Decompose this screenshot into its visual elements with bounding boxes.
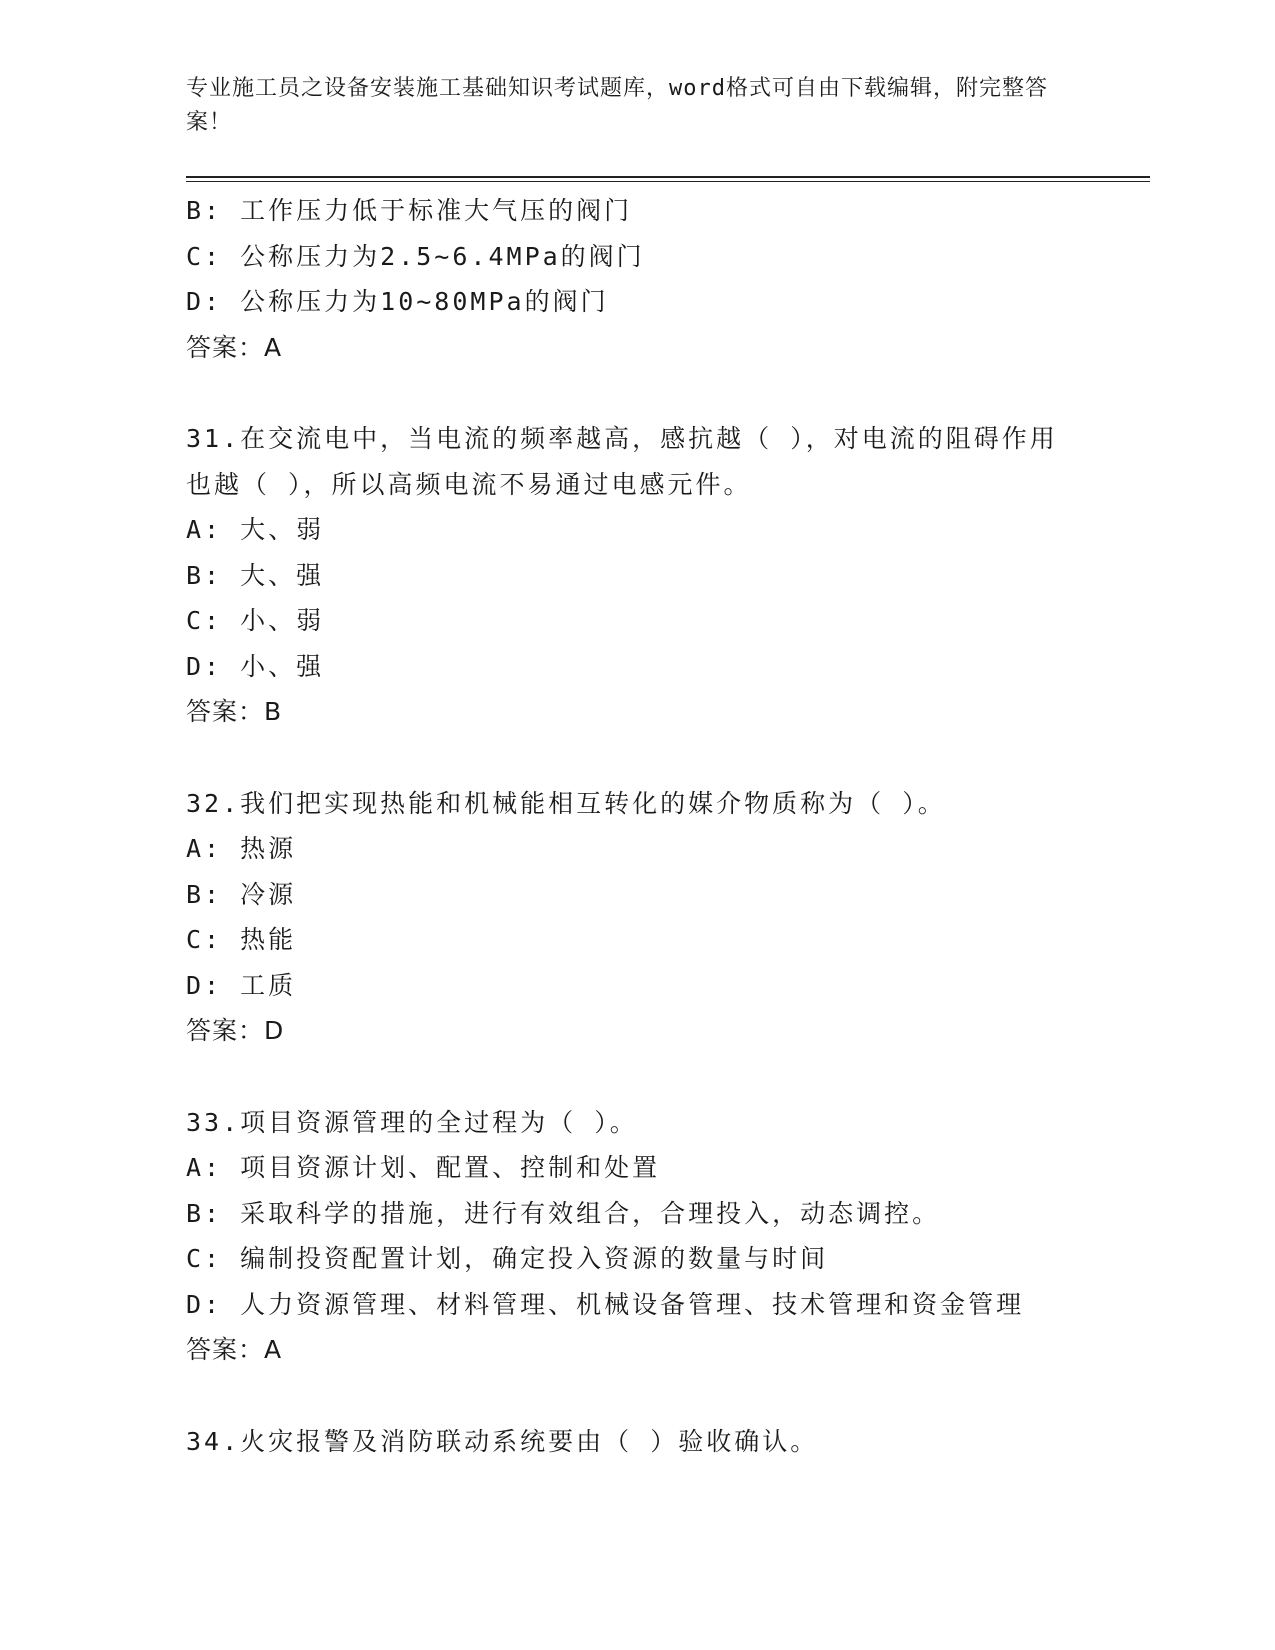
- spacer: [186, 370, 1086, 416]
- question-stem: 34.火灾报警及消防联动系统要由（ ）验收确认。: [186, 1426, 819, 1456]
- header-divider-thick: [186, 176, 1150, 178]
- option-a: A: 热源: [186, 834, 297, 863]
- question-34: [186, 1419, 1086, 1465]
- option-b: B: 采取科学的措施，进行有效组合，合理投入，动态调控。: [186, 1198, 941, 1228]
- question-stem: 32.我们把实现热能和机械能相互转化的媒介物质称为（ ）。: [186, 788, 946, 818]
- spacer: [186, 1054, 1086, 1100]
- option-b: B: 大、强: [186, 560, 325, 590]
- answer-line: 答案：A: [186, 1335, 283, 1364]
- option-c: C: 公称压力为2.5~6.4MPa的阀门: [186, 241, 645, 271]
- spacer: [186, 1373, 1086, 1419]
- question-32: [186, 781, 1086, 1054]
- spacer: [186, 735, 1086, 781]
- option-c: C: 小、弱: [186, 606, 325, 635]
- option-b: B: 工作压力低于标准大气压的阀门: [186, 196, 633, 225]
- answer-line: 答案：D: [186, 1016, 285, 1045]
- option-d: D: 小、强: [186, 651, 325, 681]
- header-divider-thin: [186, 181, 1150, 182]
- question-stem: 33.项目资源管理的全过程为（ ）。: [186, 1107, 638, 1137]
- question-33: [186, 1100, 1086, 1373]
- partial-question: [186, 188, 1086, 370]
- option-d: D: 公称压力为10~80MPa的阀门: [186, 287, 609, 316]
- option-d: D: 工质: [186, 970, 297, 1000]
- question-31: [186, 416, 1086, 735]
- option-a: A: 大、弱: [186, 515, 325, 544]
- option-b: B: 冷源: [186, 879, 297, 909]
- question-list: [186, 188, 1086, 1464]
- option-a: A: 项目资源计划、配置、控制和处置: [186, 1153, 661, 1182]
- option-c: C: 编制投资配置计划，确定投入资源的数量与时间: [186, 1244, 829, 1273]
- option-d: D: 人力资源管理、材料管理、机械设备管理、技术管理和资金管理: [186, 1289, 1025, 1319]
- option-c: C: 热能: [186, 925, 297, 954]
- document-header: 专业施工员之设备安装施工基础知识考试题库，word格式可自由下载编辑，附完整答案！: [186, 76, 1048, 135]
- question-stem: 31.在交流电中，当电流的频率越高，感抗越（ ），对电流的阻碍作用也越（ ），所以高频电流不易通过电感元件。: [186, 424, 1058, 499]
- answer-line: 答案：A: [186, 332, 283, 362]
- answer-line: 答案：B: [186, 697, 283, 726]
